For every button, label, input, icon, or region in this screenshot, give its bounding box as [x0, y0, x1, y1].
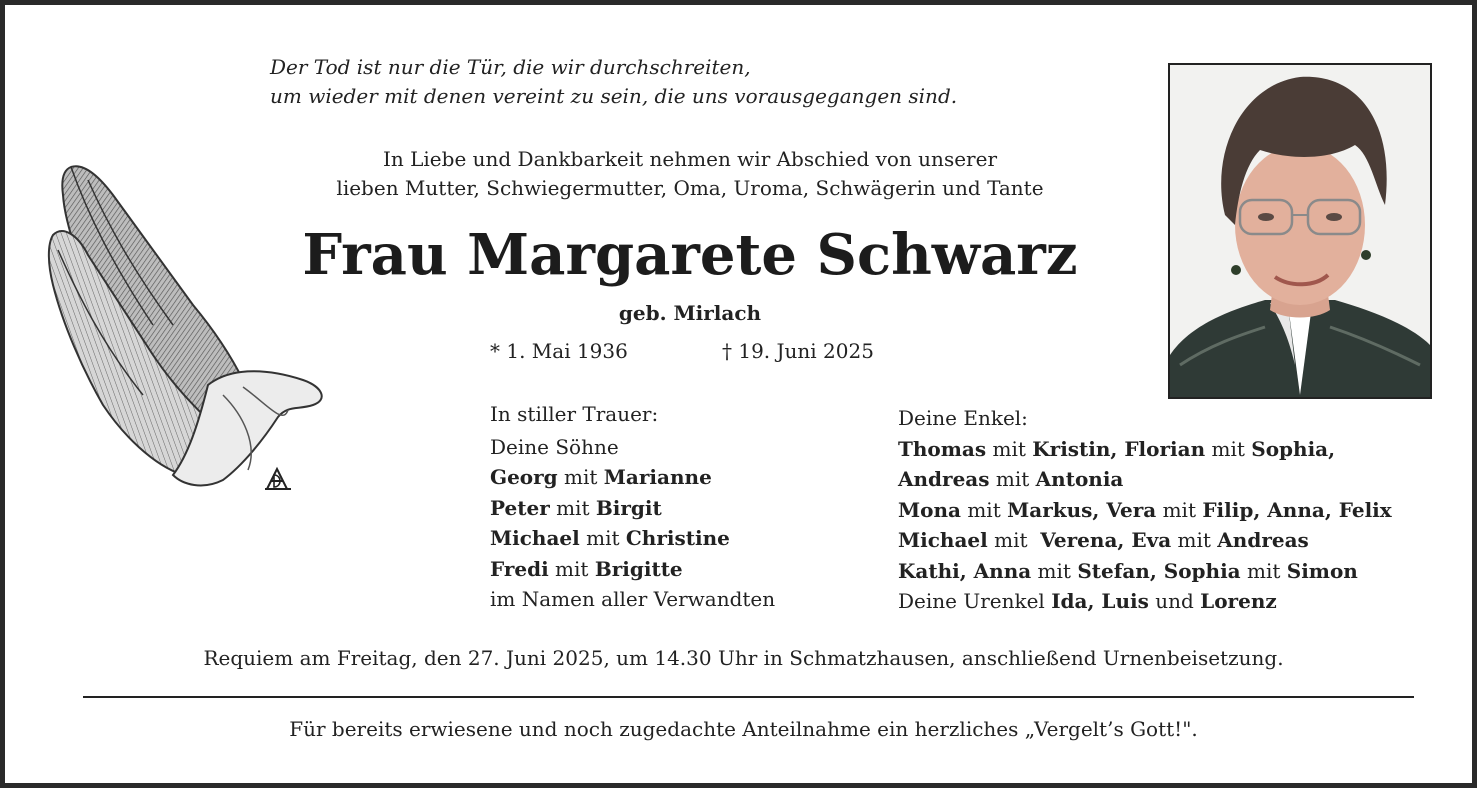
mourners-heading: In stiller Trauer:	[490, 402, 659, 426]
list-item: Thomas mit Kristin, Florian mit Sophia,	[898, 436, 1336, 461]
list-item: Peter mit Birgit	[490, 495, 662, 520]
mourners-column	[490, 399, 775, 615]
intro-line-2: lieben Mutter, Schwiegermutter, Oma, Uroma, Schwägerin und Tante	[336, 176, 1044, 200]
list-item: Georg mit Marianne	[490, 465, 712, 489]
list-item: Mona mit Markus, Vera mit Filip, Anna, Felix	[898, 497, 1392, 522]
durer-monogram-icon	[265, 469, 291, 489]
motto-line-1: Der Tod ist nur die Tür, die wir durchschreiten,	[270, 55, 751, 79]
list-item: Michael mit Verena, Eva mit Andreas	[898, 528, 1309, 552]
birth-date: * 1. Mai 1936	[490, 339, 628, 363]
grandchildren-list	[898, 434, 1392, 617]
portrait-image	[1170, 65, 1430, 397]
death-date: † 19. Juni 2025	[722, 339, 874, 363]
relatives-line: im Namen aller Verwandten	[490, 587, 776, 611]
motto-line-2: um wieder mit denen vereint zu sein, die uns vorausgegangen sind.	[270, 84, 958, 108]
list-item: Fredi mit Brigitte	[490, 556, 683, 581]
list-item: Michael mit Christine	[490, 526, 730, 550]
portrait-photo	[1168, 63, 1432, 399]
list-item: Kathi, Anna mit Stefan, Sophia mit Simon	[898, 558, 1358, 583]
requiem-notice: Requiem am Freitag, den 27. Juni 2025, um 14.30 Uhr in Schmatzhausen, anschließend Urnenbeisetzung.	[203, 646, 1284, 670]
grandchildren-column	[898, 403, 1392, 617]
sons-heading: Deine Söhne	[490, 434, 619, 459]
birth-name: geb. Mirlach	[618, 301, 762, 325]
list-item: Andreas mit Antonia	[898, 467, 1124, 491]
intro-line-1: In Liebe und Dankbarkeit nehmen wir Abschied von unserer	[382, 147, 997, 171]
thanks-note: Für bereits erwiesene und noch zugedachte Anteilnahme ein herzliches „Vergelt’s Gott!".	[289, 717, 1198, 741]
praying-hands-illustration	[43, 155, 333, 515]
divider	[83, 696, 1414, 698]
deceased-name: Frau Margarete Schwarz	[302, 222, 1078, 288]
motto-quote	[270, 53, 957, 111]
intro-text	[165, 145, 1215, 203]
list-item: Deine Urenkel Ida, Luis und Lorenz	[898, 589, 1277, 613]
grandchildren-heading: Deine Enkel:	[898, 406, 1028, 430]
